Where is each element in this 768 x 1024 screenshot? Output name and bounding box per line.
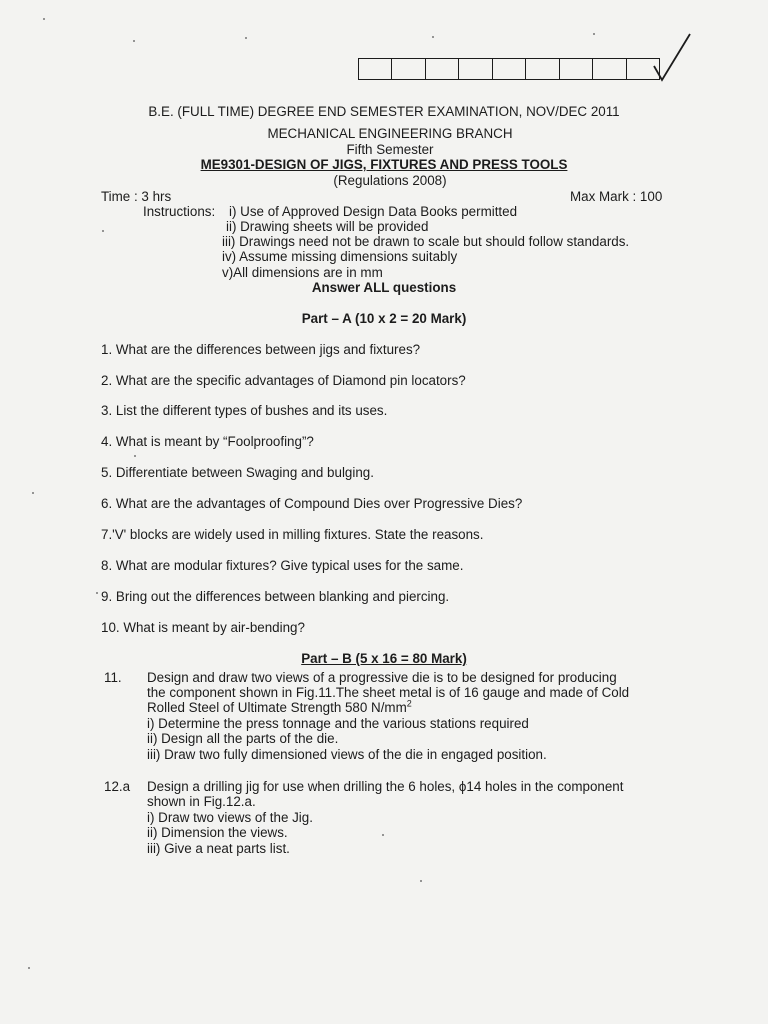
branch-title: MECHANICAL ENGINEERING BRANCH [267,126,513,141]
instruction-item: v)All dimensions are in mm [222,265,383,280]
unit-superscript: 2 [406,698,412,709]
answer-all-heading: Answer ALL questions [311,280,457,295]
scan-speck [102,230,104,232]
scan-speck [382,834,384,836]
reg-box-cell [492,59,525,79]
scan-speck [593,33,595,35]
scan-speck [432,36,434,38]
scan-speck [96,592,98,594]
sub-question: iii) Give a neat parts list. [147,841,290,856]
scan-speck [245,37,247,39]
reg-box-cell [425,59,458,79]
question-line: the component shown in Fig.11.The sheet metal is of 16 gauge and made of Cold [147,685,630,700]
semester-title: Fifth Semester [346,142,434,157]
exam-title: B.E. (FULL TIME) DEGREE END SEMESTER EXAMINATION, NOV/DEC 2011 [148,104,620,119]
instruction-item: ii) Drawing sheets will be provided [226,219,429,234]
instruction-item: iv) Assume missing dimensions suitably [222,249,458,264]
time-allowed: Time : 3 hrs [101,189,172,204]
scan-speck [133,40,135,42]
question-item: 5. Differentiate between Swaging and bulging. [101,465,374,480]
sub-question: ii) Dimension the views. [147,825,288,840]
sub-question: iii) Draw two fully dimensioned views of the die in engaged position. [147,747,547,762]
max-mark: Max Mark : 100 [570,189,663,204]
question-item: 9. Bring out the differences between blanking and piercing. [101,589,450,604]
reg-box-cell [592,59,625,79]
question-line: Rolled Steel of Ultimate Strength 580 N/mm [147,700,407,715]
sub-question: i) Determine the press tonnage and the various stations required [147,716,529,731]
checkmark-icon [650,30,695,85]
scan-speck [32,492,34,494]
question-item: 1. What are the differences between jigs and fixtures? [101,342,421,357]
question-item: 3. List the different types of bushes and its uses. [101,403,388,418]
scan-speck [43,18,45,20]
question-item: 2. What are the specific advantages of Diamond pin locators? [101,373,466,388]
regulations: (Regulations 2008) [333,173,447,188]
question-line: Design and draw two views of a progressive die is to be designed for producing [147,670,617,685]
reg-box-cell [458,59,491,79]
scan-speck [420,880,422,882]
reg-box-cell [559,59,592,79]
reg-box-cell [391,59,424,79]
question-item: 10. What is meant by air-bending? [101,620,305,635]
question-line: Design a drilling jig for use when drilling the 6 holes, ϕ14 holes in the component [147,779,624,794]
sub-question: ii) Design all the parts of the die. [147,731,339,746]
instructions-label: Instructions: [143,204,216,219]
question-number: 12.a [104,779,131,794]
scan-speck [134,455,136,457]
question-line-with-unit [147,700,412,715]
reg-box-cell [359,59,391,79]
question-item: 6. What are the advantages of Compound Dies over Progressive Dies? [101,496,523,511]
reg-box-cell [525,59,558,79]
sub-question: i) Draw two views of the Jig. [147,810,313,825]
question-item: 4. What is meant by “Foolproofing”? [101,434,314,449]
question-line: shown in Fig.12.a. [147,794,256,809]
question-number: 11. [104,670,122,685]
register-number-boxes [358,58,660,80]
scan-speck [28,967,30,969]
question-item: 7.'V' blocks are widely used in milling fixtures. State the reasons. [101,527,484,542]
question-item: 8. What are modular fixtures? Give typical uses for the same. [101,558,464,573]
part-a-heading: Part – A (10 x 2 = 20 Mark) [301,311,467,326]
instruction-item: iii) Drawings need not be drawn to scale but should follow standards. [222,234,630,249]
course-title: ME9301-DESIGN OF JIGS, FIXTURES AND PRESS TOOLS [200,157,568,172]
part-b-heading: Part – B (5 x 16 = 80 Mark) [301,651,467,666]
instruction-item: i) Use of Approved Design Data Books permitted [229,204,518,219]
